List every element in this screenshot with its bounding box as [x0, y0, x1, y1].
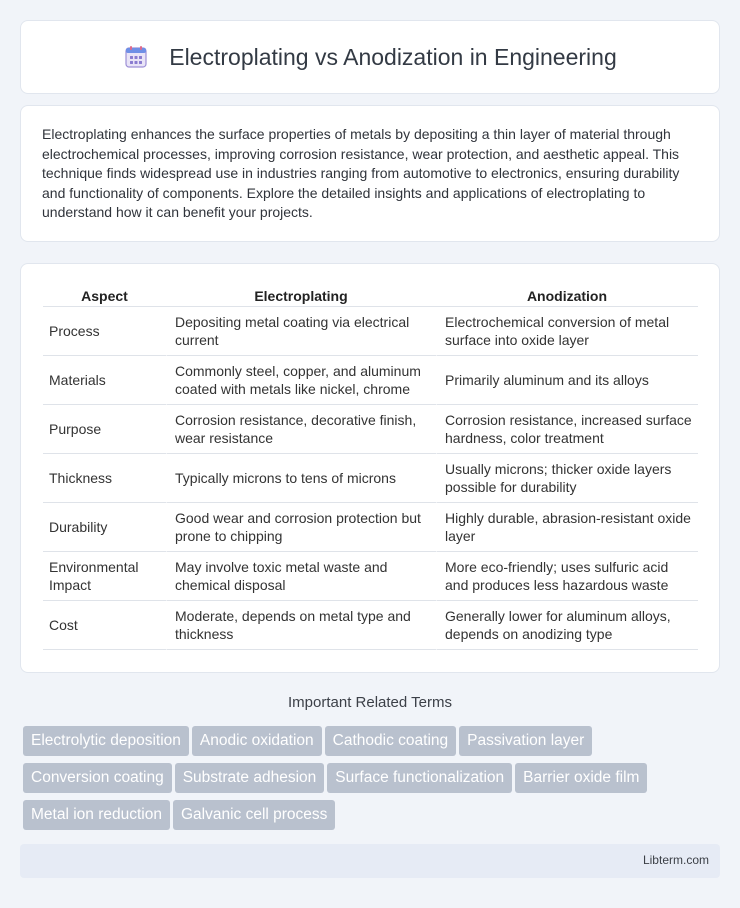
header-electroplating: Electroplating	[166, 284, 436, 307]
related-term-tag[interactable]: Substrate adhesion	[175, 763, 325, 793]
cell-electroplating: Moderate, depends on metal type and thickness	[166, 601, 436, 650]
table-row	[43, 307, 698, 356]
cell-aspect: Purpose	[43, 405, 166, 454]
related-term-tag[interactable]: Passivation layer	[459, 726, 592, 756]
cell-aspect: Thickness	[43, 454, 166, 503]
table-row	[43, 356, 698, 405]
cell-electroplating: Good wear and corrosion protection but prone to chipping	[166, 503, 436, 552]
cell-aspect: Durability	[43, 503, 166, 552]
table-row	[43, 454, 698, 503]
footer	[20, 844, 720, 878]
comparison-table-card	[20, 263, 720, 673]
related-term-tag[interactable]: Metal ion reduction	[23, 800, 170, 830]
table-row	[43, 601, 698, 650]
related-terms-list	[23, 726, 723, 837]
cell-electroplating: Commonly steel, copper, and aluminum coated with metals like nickel, chrome	[166, 356, 436, 405]
header-aspect: Aspect	[43, 284, 166, 307]
table-row	[43, 552, 698, 601]
cell-aspect: Cost	[43, 601, 166, 650]
cell-aspect: Process	[43, 307, 166, 356]
calendar-icon	[123, 44, 149, 70]
cell-anodization: Highly durable, abrasion-resistant oxide layer	[436, 503, 698, 552]
comparison-table	[43, 284, 698, 650]
related-terms-heading: Important Related Terms	[288, 694, 452, 711]
cell-electroplating: Typically microns to tens of microns	[166, 454, 436, 503]
table-row	[43, 405, 698, 454]
title-card	[20, 20, 720, 94]
table-row	[43, 503, 698, 552]
intro-card	[20, 105, 720, 242]
header-anodization: Anodization	[436, 284, 698, 307]
table-header-row	[43, 284, 698, 307]
page-title: Electroplating vs Anodization in Engineering	[169, 43, 617, 70]
cell-electroplating: Corrosion resistance, decorative finish, wear resistance	[166, 405, 436, 454]
related-term-tag[interactable]: Galvanic cell process	[173, 800, 335, 830]
cell-electroplating: Depositing metal coating via electrical current	[166, 307, 436, 356]
cell-anodization: Generally lower for aluminum alloys, depends on anodizing type	[436, 601, 698, 650]
footer-site-link[interactable]: Libterm.com	[642, 853, 709, 867]
related-term-tag[interactable]: Electrolytic deposition	[23, 726, 189, 756]
related-term-tag[interactable]: Barrier oxide film	[515, 763, 647, 793]
related-term-tag[interactable]: Anodic oxidation	[192, 726, 322, 756]
related-term-tag[interactable]: Conversion coating	[23, 763, 172, 793]
intro-text: Electroplating enhances the surface properties of metals by depositing a thin layer of material through electrochemical processes, improving corrosion resistance, wear protection, and aesthetic appeal. This technique finds widespread use in industries ranging from automotive to electronics, ensuring durability and functionality of components. Explore the detailed insights and applications of electroplating to understand how it can benefit your projects.	[42, 126, 680, 221]
cell-anodization: Corrosion resistance, increased surface hardness, color treatment	[436, 405, 698, 454]
related-term-tag[interactable]: Cathodic coating	[325, 726, 456, 756]
cell-aspect: Environmental Impact	[43, 552, 166, 601]
cell-anodization: More eco-friendly; uses sulfuric acid and produces less hazardous waste	[436, 552, 698, 601]
cell-anodization: Primarily aluminum and its alloys	[436, 356, 698, 405]
cell-electroplating: May involve toxic metal waste and chemical disposal	[166, 552, 436, 601]
cell-anodization: Electrochemical conversion of metal surface into oxide layer	[436, 307, 698, 356]
related-term-tag[interactable]: Surface functionalization	[327, 763, 512, 793]
cell-anodization: Usually microns; thicker oxide layers possible for durability	[436, 454, 698, 503]
cell-aspect: Materials	[43, 356, 166, 405]
